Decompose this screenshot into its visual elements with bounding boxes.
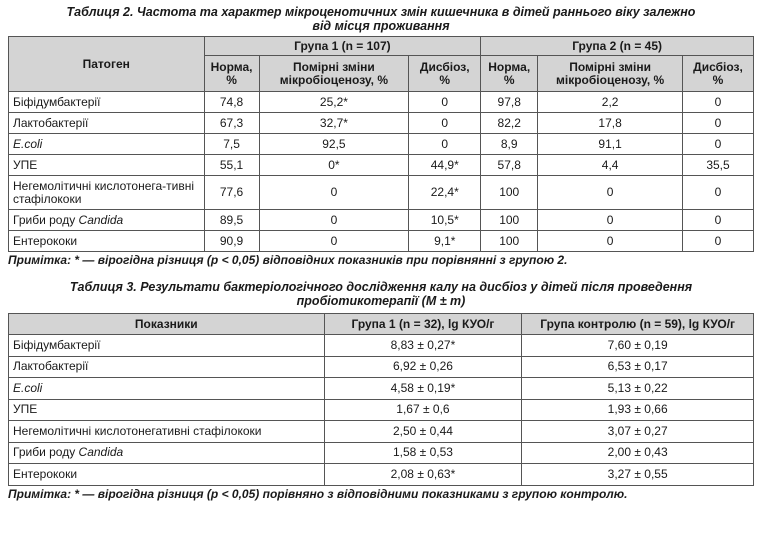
- cell-value: 0: [259, 176, 409, 210]
- cell-value: 0: [409, 134, 481, 155]
- cell-value: 0: [409, 113, 481, 134]
- table2-subheader-norm-g1: Норма, %: [204, 56, 259, 92]
- table2-caption-line1: Таблиця 2. Частота та характер мікроценотичних змін кишечника в дітей раннього віку залежно: [66, 5, 696, 19]
- cell-value: 1,93 ± 0,66: [522, 399, 754, 421]
- table-row: [9, 231, 754, 252]
- cell-value: 91,1: [538, 134, 683, 155]
- cell-value: 0: [683, 134, 754, 155]
- row-label: УПЕ: [9, 155, 205, 176]
- cell-value: 32,7*: [259, 113, 409, 134]
- row-label-prefix: Гриби роду: [13, 212, 79, 227]
- row-label: Лактобактерії: [9, 356, 325, 378]
- cell-value: 82,2: [481, 113, 538, 134]
- row-label: Лактобактерії: [9, 113, 205, 134]
- cell-value: 2,50 ± 0,44: [324, 421, 522, 443]
- table3-note-label: Примітка:: [8, 486, 72, 501]
- cell-value: 100: [481, 210, 538, 231]
- row-label: Біфідумбактерії: [9, 92, 205, 113]
- cell-value: 0: [259, 231, 409, 252]
- table3-header-indicator: Показники: [9, 314, 325, 335]
- table2-caption-line2: від місця проживання: [312, 19, 450, 33]
- table-row: [9, 442, 754, 464]
- table-row: [9, 464, 754, 486]
- row-label: Ентерококи: [9, 464, 325, 486]
- table3-note: [8, 486, 754, 502]
- row-label: [9, 210, 205, 231]
- cell-value: 0: [538, 231, 683, 252]
- cell-value: 0: [409, 92, 481, 113]
- table-row: [9, 378, 754, 400]
- table2-caption: [8, 0, 754, 33]
- cell-value: 0: [683, 92, 754, 113]
- row-label: Ентерококи: [9, 231, 205, 252]
- row-label-italic: Candida: [78, 445, 124, 460]
- table2-header-group2: Група 2 (n = 45): [481, 37, 754, 56]
- table2-header-pathogen: Патоген: [9, 37, 205, 92]
- table3: [8, 313, 754, 486]
- table3-caption-line1: Таблиця 3. Результати бактеріологічного дослідження калу на дисбіоз у дітей після проведення: [69, 280, 693, 294]
- cell-value: 0: [683, 210, 754, 231]
- cell-value: 0: [538, 210, 683, 231]
- cell-value: 0*: [259, 155, 409, 176]
- cell-value: 100: [481, 231, 538, 252]
- table-row: [9, 399, 754, 421]
- table-row: [9, 134, 754, 155]
- cell-value: 35,5: [683, 155, 754, 176]
- cell-value: 8,9: [481, 134, 538, 155]
- cell-value: 3,27 ± 0,55: [522, 464, 754, 486]
- table2-header-group1: Група 1 (n = 107): [204, 37, 481, 56]
- cell-value: 0: [683, 231, 754, 252]
- row-label: [9, 378, 325, 400]
- cell-value: 67,3: [204, 113, 259, 134]
- cell-value: 0: [538, 176, 683, 210]
- cell-value: 0: [259, 210, 409, 231]
- cell-value: 44,9*: [409, 155, 481, 176]
- row-label: [9, 134, 205, 155]
- cell-value: 77,6: [204, 176, 259, 210]
- cell-value: 22,4*: [409, 176, 481, 210]
- table3-caption-line2: пробіотикотерапії (М ± m): [296, 294, 466, 308]
- cell-value: 0: [683, 113, 754, 134]
- table2-note-text: * — вірогідна різниця (р < 0,05) відповідних показників при порівнянні з групою 2.: [71, 253, 568, 267]
- cell-value: 2,2: [538, 92, 683, 113]
- cell-value: 5,13 ± 0,22: [522, 378, 754, 400]
- table2: [8, 36, 754, 252]
- table-row: [9, 92, 754, 113]
- table2-subheader-norm-g2: Норма, %: [481, 56, 538, 92]
- cell-value: 97,8: [481, 92, 538, 113]
- row-label: [9, 442, 325, 464]
- table-row: [9, 113, 754, 134]
- cell-value: 8,83 ± 0,27*: [324, 335, 522, 357]
- cell-value: 1,67 ± 0,6: [324, 399, 522, 421]
- table2-subheader-dysbiosis-g2: Дисбіоз, %: [683, 56, 754, 92]
- cell-value: 17,8: [538, 113, 683, 134]
- table3-header-control: Група контролю (n = 59), lg КУО/г: [522, 314, 754, 335]
- table-row: [9, 210, 754, 231]
- cell-value: 2,00 ± 0,43: [522, 442, 754, 464]
- row-label-italic: Candida: [78, 212, 124, 227]
- cell-value: 7,5: [204, 134, 259, 155]
- cell-value: 6,53 ± 0,17: [522, 356, 754, 378]
- row-label: Біфідумбактерії: [9, 335, 325, 357]
- cell-value: 25,2*: [259, 92, 409, 113]
- cell-value: 92,5: [259, 134, 409, 155]
- cell-value: 1,58 ± 0,53: [324, 442, 522, 464]
- row-label: УПЕ: [9, 399, 325, 421]
- table3-header-group1: Група 1 (n = 32), lg КУО/г: [324, 314, 522, 335]
- row-label: Негемолітичні кислотонега-тивні стафілококи: [9, 176, 205, 210]
- table-row: [9, 335, 754, 357]
- cell-value: 10,5*: [409, 210, 481, 231]
- cell-value: 0: [683, 176, 754, 210]
- cell-value: 3,07 ± 0,27: [522, 421, 754, 443]
- row-label: Негемолітичні кислотонегативні стафілококи: [9, 421, 325, 443]
- table-row: [9, 155, 754, 176]
- table-row: [9, 421, 754, 443]
- cell-value: 4,58 ± 0,19*: [324, 378, 522, 400]
- table2-subheader-moderate-g2: Помірні зміни мікробіоценозу, %: [538, 56, 683, 92]
- cell-value: 90,9: [204, 231, 259, 252]
- table-row: [9, 176, 754, 210]
- cell-value: 55,1: [204, 155, 259, 176]
- table2-subheader-dysbiosis-g1: Дисбіоз, %: [409, 56, 481, 92]
- cell-value: 57,8: [481, 155, 538, 176]
- row-label-italic: E.coli: [13, 136, 43, 151]
- row-label-prefix: Гриби роду: [13, 445, 79, 460]
- table2-subheader-moderate-g1: Помірні зміни мікробіоценозу, %: [259, 56, 409, 92]
- cell-value: 9,1*: [409, 231, 481, 252]
- cell-value: 74,8: [204, 92, 259, 113]
- table3-note-text: * — вірогідна різниця (р < 0,05) порівняно з відповідними показниками з групою контролю.: [71, 486, 628, 501]
- cell-value: 4,4: [538, 155, 683, 176]
- table-row: [9, 356, 754, 378]
- table2-note: [8, 252, 754, 268]
- cell-value: 89,5: [204, 210, 259, 231]
- cell-value: 6,92 ± 0,26: [324, 356, 522, 378]
- cell-value: 2,08 ± 0,63*: [324, 464, 522, 486]
- cell-value: 7,60 ± 0,19: [522, 335, 754, 357]
- table2-note-label: Примітка:: [8, 253, 72, 267]
- cell-value: 100: [481, 176, 538, 210]
- table3-caption: [8, 268, 754, 308]
- row-label-italic: E.coli: [13, 380, 43, 395]
